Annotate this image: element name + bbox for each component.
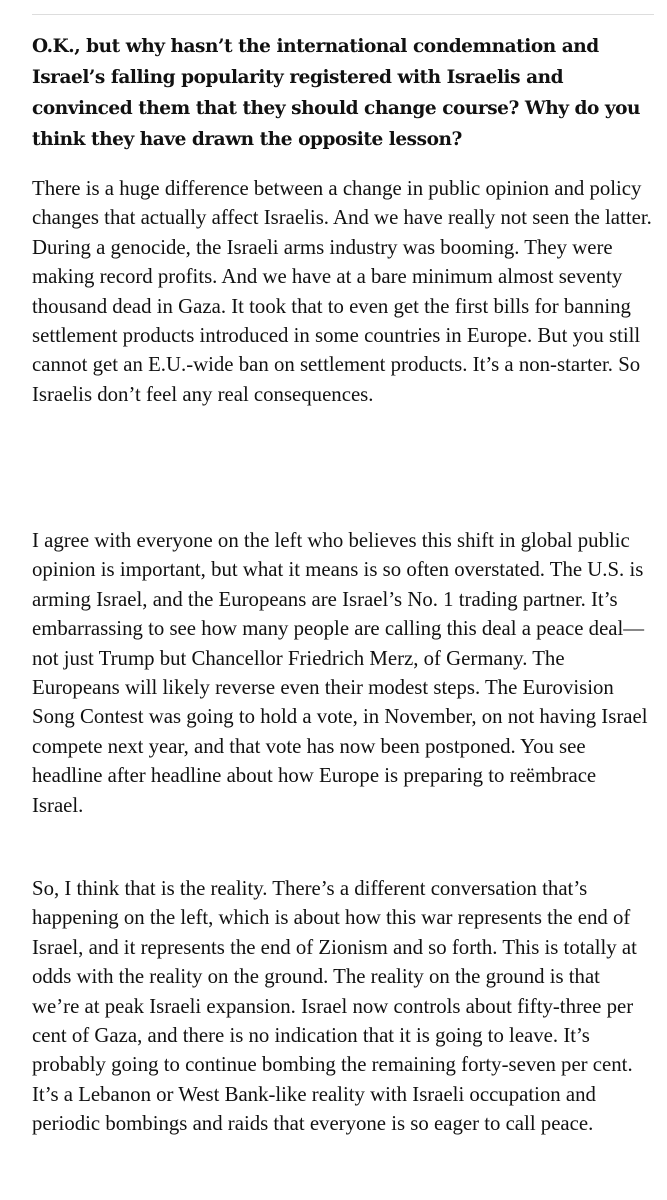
answer-paragraph-3: So, I think that is the reality. There’s a different conversation that’s happening on the left, which is about how this war represents the end of Israel, and it represents the end of Zionism and so forth. This is totally at odds with the reality on the ground. The reality on the ground is that we’re at peak Israeli expansion. Israel now controls about fifty-three per cent of Gaza, and there is no indication that it is going to leave. It’s probably going to continue bombing the remaining forty-seven per cent. It’s a Lebanon or West Bank-like reality with Israeli occupation and periodic bombings and raids that everyone is so eager to call peace. (32, 877, 637, 1136)
article-body (32, 0, 652, 1200)
interview-question: O.K., but why hasn’t the international condemnation and Israel’s falling popularity registered with Israelis and convinced them that they should change course? Why do you think they have drawn the opposite lesson? (32, 36, 641, 150)
bottom-edge (0, 1196, 667, 1200)
answer-paragraph-2: I agree with everyone on the left who believes this shift in global public opinion is important, but what it means is so often overstated. The U.S. is arming Israel, and the Europeans are Israel’s No. 1 trading partner. It’s embarrassing to see how many people are calling this deal a peace deal—not just Trump but Chancellor Friedrich Merz, of Germany. The Europeans will likely reverse even their modest steps. The Eurovision Song Contest was going to hold a vote, in November, on not having Israel compete next year, and that vote has now been postponed. You see headline after headline about how Europe is preparing to reëmbrace Israel. (32, 529, 648, 817)
answer-paragraph-1: There is a huge difference between a change in public opinion and policy changes that actually affect Israelis. And we have really not seen the latter. During a genocide, the Israeli arms industry was booming. They were making record profits. And we have at a bare minimum almost seventy thousand dead in Gaza. It took that to even get the first bills for banning settlement products introduced in some countries in Europe. But you still cannot get an E.U.-wide ban on settlement products. It’s a non-starter. So Israelis don’t feel any real consequences. (32, 177, 652, 406)
